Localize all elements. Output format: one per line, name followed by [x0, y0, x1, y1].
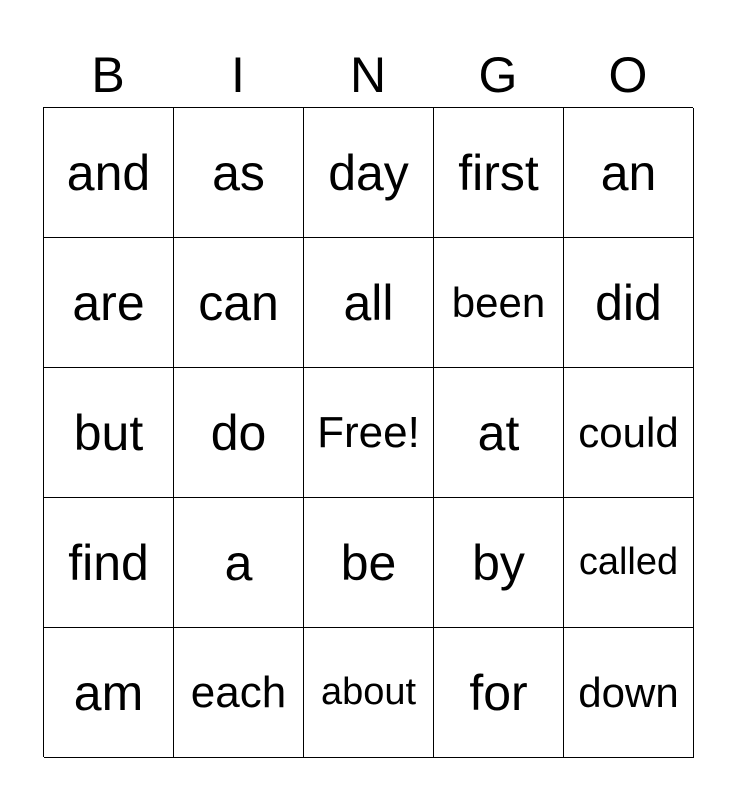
bingo-cell[interactable]: an [564, 108, 694, 238]
header-letter-o: O [608, 47, 648, 103]
bingo-cell[interactable]: find [44, 498, 174, 628]
bingo-cell[interactable]: a [174, 498, 304, 628]
bingo-cell[interactable]: am [44, 628, 174, 758]
bingo-cell[interactable]: each [174, 628, 304, 758]
bingo-cell[interactable]: first [434, 108, 564, 238]
bingo-board [43, 107, 693, 757]
free-space-cell[interactable]: Free! [304, 368, 434, 498]
bingo-cell[interactable]: down [564, 628, 694, 758]
header-letter-i: I [231, 47, 245, 103]
bingo-cell[interactable]: called [564, 498, 694, 628]
bingo-cell[interactable]: by [434, 498, 564, 628]
header-letter-n: N [349, 47, 387, 103]
bingo-cell[interactable]: do [174, 368, 304, 498]
bingo-cell[interactable]: are [44, 238, 174, 368]
bingo-cell[interactable]: but [44, 368, 174, 498]
header-letter-g: G [478, 47, 518, 103]
bingo-cell[interactable]: be [304, 498, 434, 628]
bingo-cell[interactable]: can [174, 238, 304, 368]
bingo-cell[interactable]: at [434, 368, 564, 498]
bingo-cell[interactable]: for [434, 628, 564, 758]
bingo-cell[interactable]: and [44, 108, 174, 238]
bingo-cell[interactable]: all [304, 238, 434, 368]
bingo-cell[interactable]: day [304, 108, 434, 238]
bingo-header [43, 42, 693, 108]
bingo-cell[interactable]: could [564, 368, 694, 498]
bingo-cell[interactable]: about [304, 628, 434, 758]
bingo-cell[interactable]: been [434, 238, 564, 368]
bingo-cell[interactable]: did [564, 238, 694, 368]
bingo-cell[interactable]: as [174, 108, 304, 238]
header-letter-b: B [91, 47, 125, 103]
